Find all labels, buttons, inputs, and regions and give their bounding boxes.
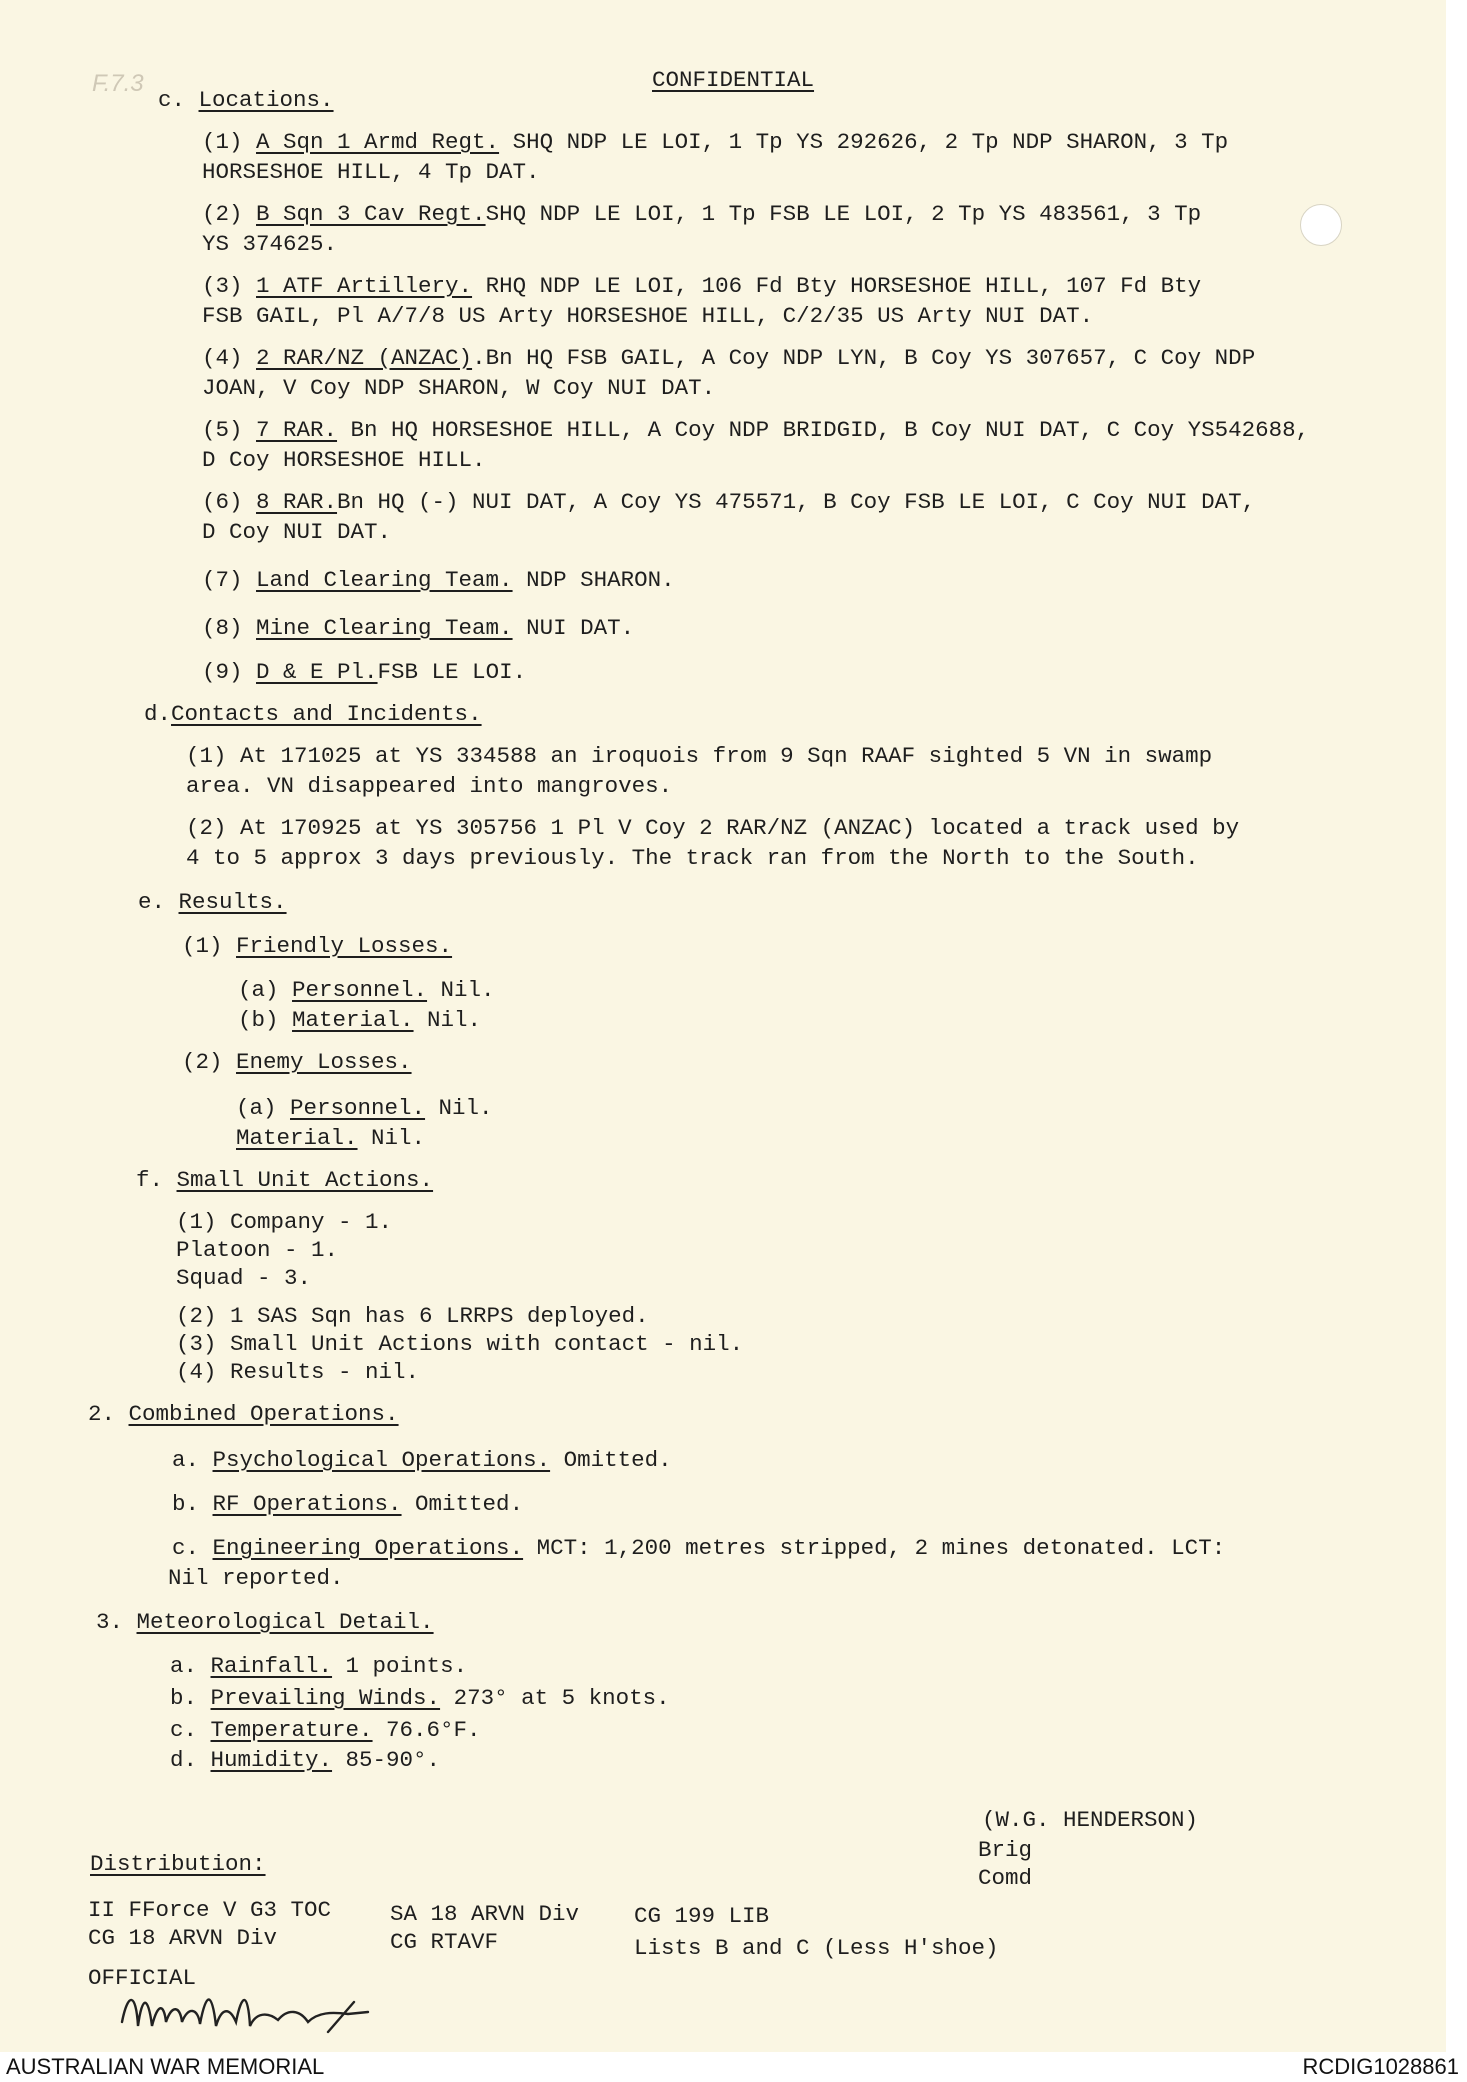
line-text: (3) bbox=[202, 273, 257, 299]
text-line bbox=[170, 1716, 481, 1744]
footer-archive-name: AUSTRALIAN WAR MEMORIAL bbox=[6, 2054, 325, 2079]
text-line bbox=[168, 1564, 344, 1592]
line-text: Nil reported. bbox=[168, 1565, 344, 1591]
handwritten-signature bbox=[118, 1982, 418, 2042]
text-line bbox=[202, 200, 1201, 228]
line-text: Bn HQ (-) NUI DAT, A Coy YS 475571, B Coy FSB LE LOI, C Coy NUI DAT, bbox=[337, 489, 1256, 515]
line-text: FSB GAIL, Pl A/7/8 US Arty HORSESHOE HILL, C/2/35 US Arty NUI DAT. bbox=[202, 303, 1094, 329]
text-line bbox=[186, 814, 1239, 842]
text-line bbox=[238, 1006, 481, 1034]
line-text: SHQ NDP LE LOI, 1 Tp YS 292626, 2 Tp NDP SHARON, 3 Tp bbox=[499, 129, 1229, 155]
line-text: FSB LE LOI. bbox=[377, 659, 527, 685]
line-text: (a) bbox=[236, 1095, 291, 1121]
line-text: (1) Company - 1. bbox=[176, 1209, 393, 1235]
text-line bbox=[634, 1902, 769, 1930]
line-text: MCT: 1,200 metres stripped, 2 mines detonated. LCT: bbox=[523, 1535, 1226, 1561]
text-line bbox=[202, 518, 391, 546]
line-text: (8) bbox=[202, 615, 257, 641]
pencil-annotation: F.7.3 bbox=[92, 70, 144, 97]
line-text: c. bbox=[170, 1717, 211, 1743]
underlined-heading: Locations. bbox=[198, 87, 334, 113]
line-text: (4) Results - nil. bbox=[176, 1359, 420, 1385]
line-text: SHQ NDP LE LOI, 1 Tp FSB LE LOI, 2 Tp YS 483561, 3 Tp bbox=[485, 201, 1202, 227]
line-text: e. bbox=[138, 889, 179, 915]
text-line bbox=[88, 1400, 399, 1428]
line-text: b. bbox=[172, 1491, 213, 1517]
text-line bbox=[202, 614, 634, 642]
line-text: Platoon - 1. bbox=[176, 1237, 339, 1263]
text-line bbox=[634, 1934, 999, 1962]
text-line bbox=[176, 1264, 311, 1292]
line-text: a. bbox=[172, 1447, 213, 1473]
underlined-heading: Rainfall. bbox=[210, 1653, 333, 1679]
line-text: (a) bbox=[238, 977, 293, 1003]
line-text: 273° at 5 knots. bbox=[440, 1685, 670, 1711]
text-line bbox=[182, 932, 452, 960]
line-text: NDP SHARON. bbox=[512, 567, 675, 593]
line-text: (9) bbox=[202, 659, 257, 685]
text-line bbox=[96, 1608, 434, 1636]
line-text: Nil. bbox=[413, 1007, 482, 1033]
underlined-heading: RF Operations. bbox=[212, 1491, 402, 1517]
text-line bbox=[202, 488, 1255, 516]
line-text: c. bbox=[172, 1535, 213, 1561]
line-text: Nil. bbox=[357, 1125, 426, 1151]
line-text: area. VN disappeared into mangroves. bbox=[186, 773, 673, 799]
text-line bbox=[158, 86, 334, 114]
underlined-heading: Personnel. bbox=[290, 1095, 426, 1121]
text-line bbox=[170, 1652, 467, 1680]
text-line bbox=[138, 888, 287, 916]
underlined-heading: Engineering Operations. bbox=[212, 1535, 524, 1561]
underlined-heading: Meteorological Detail. bbox=[136, 1609, 434, 1635]
underlined-heading: Psychological Operations. bbox=[212, 1447, 551, 1473]
line-text: 3. bbox=[96, 1609, 137, 1635]
underlined-heading: 1 ATF Artillery. bbox=[256, 273, 473, 299]
line-text: II FForce V G3 TOC bbox=[88, 1897, 332, 1923]
text-line bbox=[202, 158, 540, 186]
text-line bbox=[202, 416, 1309, 444]
line-text: CG RTAVF bbox=[390, 1929, 499, 1955]
line-text: YS 374625. bbox=[202, 231, 338, 257]
text-line bbox=[202, 344, 1255, 372]
underlined-heading: Land Clearing Team. bbox=[256, 567, 513, 593]
text-line bbox=[172, 1534, 1225, 1562]
underlined-heading: Contacts and Incidents. bbox=[171, 701, 482, 727]
line-text: .Bn HQ FSB GAIL, A Coy NDP LYN, B Coy YS 307657, C Coy NDP bbox=[472, 345, 1256, 371]
text-line bbox=[172, 1446, 672, 1474]
underlined-heading: Combined Operations. bbox=[128, 1401, 399, 1427]
line-text: b. bbox=[170, 1685, 211, 1711]
text-line bbox=[90, 1850, 266, 1878]
line-text: (7) bbox=[202, 567, 257, 593]
underlined-heading: D & E Pl. bbox=[256, 659, 378, 685]
text-line bbox=[186, 772, 672, 800]
line-text: (3) Small Unit Actions with contact - nil. bbox=[176, 1331, 744, 1357]
text-line bbox=[982, 1806, 1198, 1834]
text-line bbox=[170, 1684, 670, 1712]
line-text: (2) At 170925 at YS 305756 1 Pl V Coy 2 RAR/NZ (ANZAC) located a track used by bbox=[186, 815, 1240, 841]
line-text: D Coy NUI DAT. bbox=[202, 519, 392, 545]
text-line bbox=[176, 1330, 743, 1358]
line-text: c. bbox=[158, 87, 199, 113]
text-line bbox=[202, 302, 1093, 330]
text-line bbox=[202, 446, 486, 474]
text-line bbox=[390, 1900, 579, 1928]
text-line bbox=[186, 844, 1199, 872]
text-line bbox=[88, 1924, 277, 1952]
line-text: d. bbox=[170, 1747, 211, 1773]
underlined-heading: Distribution: bbox=[90, 1851, 266, 1877]
underlined-heading: Small Unit Actions. bbox=[176, 1167, 434, 1193]
text-line bbox=[172, 1490, 523, 1518]
underlined-heading: B Sqn 3 Cav Regt. bbox=[256, 201, 486, 227]
line-text: CG 18 ARVN Div bbox=[88, 1925, 278, 1951]
line-text: d. bbox=[144, 701, 172, 727]
text-line bbox=[978, 1836, 1032, 1864]
text-line bbox=[186, 742, 1212, 770]
text-line bbox=[202, 128, 1228, 156]
text-line bbox=[236, 1094, 493, 1122]
underlined-heading: Prevailing Winds. bbox=[210, 1685, 441, 1711]
text-line bbox=[202, 272, 1201, 300]
text-line bbox=[144, 700, 482, 728]
underlined-heading: 7 RAR. bbox=[256, 417, 338, 443]
line-text: Nil. bbox=[425, 1095, 493, 1121]
text-line bbox=[202, 566, 675, 594]
line-text: CG 199 LIB bbox=[634, 1903, 770, 1929]
line-text: (2) bbox=[202, 201, 257, 227]
line-text: Comd bbox=[978, 1865, 1033, 1891]
line-text: 85-90°. bbox=[332, 1747, 441, 1773]
line-text: (2) bbox=[182, 1049, 237, 1075]
text-line bbox=[170, 1746, 440, 1774]
line-text: SA 18 ARVN Div bbox=[390, 1901, 580, 1927]
underlined-heading: Mine Clearing Team. bbox=[256, 615, 513, 641]
line-text: NUI DAT. bbox=[512, 615, 635, 641]
text-line bbox=[136, 1166, 433, 1194]
text-line bbox=[202, 230, 337, 258]
line-text: Omitted. bbox=[550, 1447, 672, 1473]
underlined-heading: Humidity. bbox=[210, 1747, 333, 1773]
underlined-heading: Material. bbox=[292, 1007, 414, 1033]
line-text: (4) bbox=[202, 345, 257, 371]
underlined-heading: Enemy Losses. bbox=[236, 1049, 412, 1075]
line-text: (5) bbox=[202, 417, 257, 443]
line-text: Bn HQ HORSESHOE HILL, A Coy NDP BRIDGID, B Coy NUI DAT, C Coy YS542688, bbox=[337, 417, 1310, 443]
line-text: (6) bbox=[202, 489, 257, 515]
classification-heading: CONFIDENTIAL bbox=[652, 67, 815, 93]
line-text: HORSESHOE HILL, 4 Tp DAT. bbox=[202, 159, 540, 185]
line-text: (1) bbox=[202, 129, 257, 155]
text-line bbox=[88, 1896, 331, 1924]
text-line bbox=[390, 1928, 498, 1956]
line-text: (2) 1 SAS Sqn has 6 LRRPS deployed. bbox=[176, 1303, 649, 1329]
line-text: JOAN, V Coy NDP SHARON, W Coy NUI DAT. bbox=[202, 375, 716, 401]
line-text: D Coy HORSESHOE HILL. bbox=[202, 447, 486, 473]
text-line bbox=[978, 1864, 1032, 1892]
underlined-heading: Results. bbox=[178, 889, 287, 915]
underlined-heading: Material. bbox=[236, 1125, 358, 1151]
underlined-heading: 2 RAR/NZ (ANZAC) bbox=[256, 345, 473, 371]
line-text: f. bbox=[136, 1167, 177, 1193]
line-text: Omitted. bbox=[401, 1491, 524, 1517]
punch-hole bbox=[1300, 204, 1342, 246]
line-text: Lists B and C (Less H'shoe) bbox=[634, 1935, 999, 1961]
footer-record-id: RCDIG1028861 bbox=[1302, 2054, 1459, 2079]
text-line bbox=[182, 1048, 412, 1076]
text-line bbox=[238, 976, 495, 1004]
line-text: a. bbox=[170, 1653, 211, 1679]
text-line bbox=[176, 1236, 338, 1264]
line-text: (1) bbox=[182, 933, 237, 959]
line-text: (b) bbox=[238, 1007, 293, 1033]
text-line bbox=[176, 1208, 392, 1236]
line-text: 76.6°F. bbox=[372, 1717, 481, 1743]
text-line bbox=[176, 1358, 419, 1386]
underlined-heading: A Sqn 1 Armd Regt. bbox=[256, 129, 500, 155]
line-text: RHQ NDP LE LOI, 106 Fd Bty HORSESHOE HILL, 107 Fd Bty bbox=[472, 273, 1202, 299]
line-text: 1 points. bbox=[332, 1653, 468, 1679]
line-text: 2. bbox=[88, 1401, 129, 1427]
underlined-heading: Personnel. bbox=[292, 977, 428, 1003]
line-text: OFFICIAL bbox=[88, 1965, 197, 1991]
line-text: 4 to 5 approx 3 days previously. The track ran from the North to the South. bbox=[186, 845, 1199, 871]
text-line bbox=[202, 658, 526, 686]
line-text: Squad - 3. bbox=[176, 1265, 312, 1291]
line-text: (W.G. HENDERSON) bbox=[982, 1807, 1199, 1833]
underlined-heading: Temperature. bbox=[210, 1717, 373, 1743]
text-line bbox=[202, 374, 715, 402]
text-line bbox=[176, 1302, 649, 1330]
line-text: (1) At 171025 at YS 334588 an iroquois from 9 Sqn RAAF sighted 5 VN in swamp bbox=[186, 743, 1213, 769]
underlined-heading: 8 RAR. bbox=[256, 489, 338, 515]
underlined-heading: Friendly Losses. bbox=[236, 933, 453, 959]
text-line bbox=[236, 1124, 425, 1152]
line-text: Brig bbox=[978, 1837, 1033, 1863]
line-text: Nil. bbox=[427, 977, 495, 1003]
